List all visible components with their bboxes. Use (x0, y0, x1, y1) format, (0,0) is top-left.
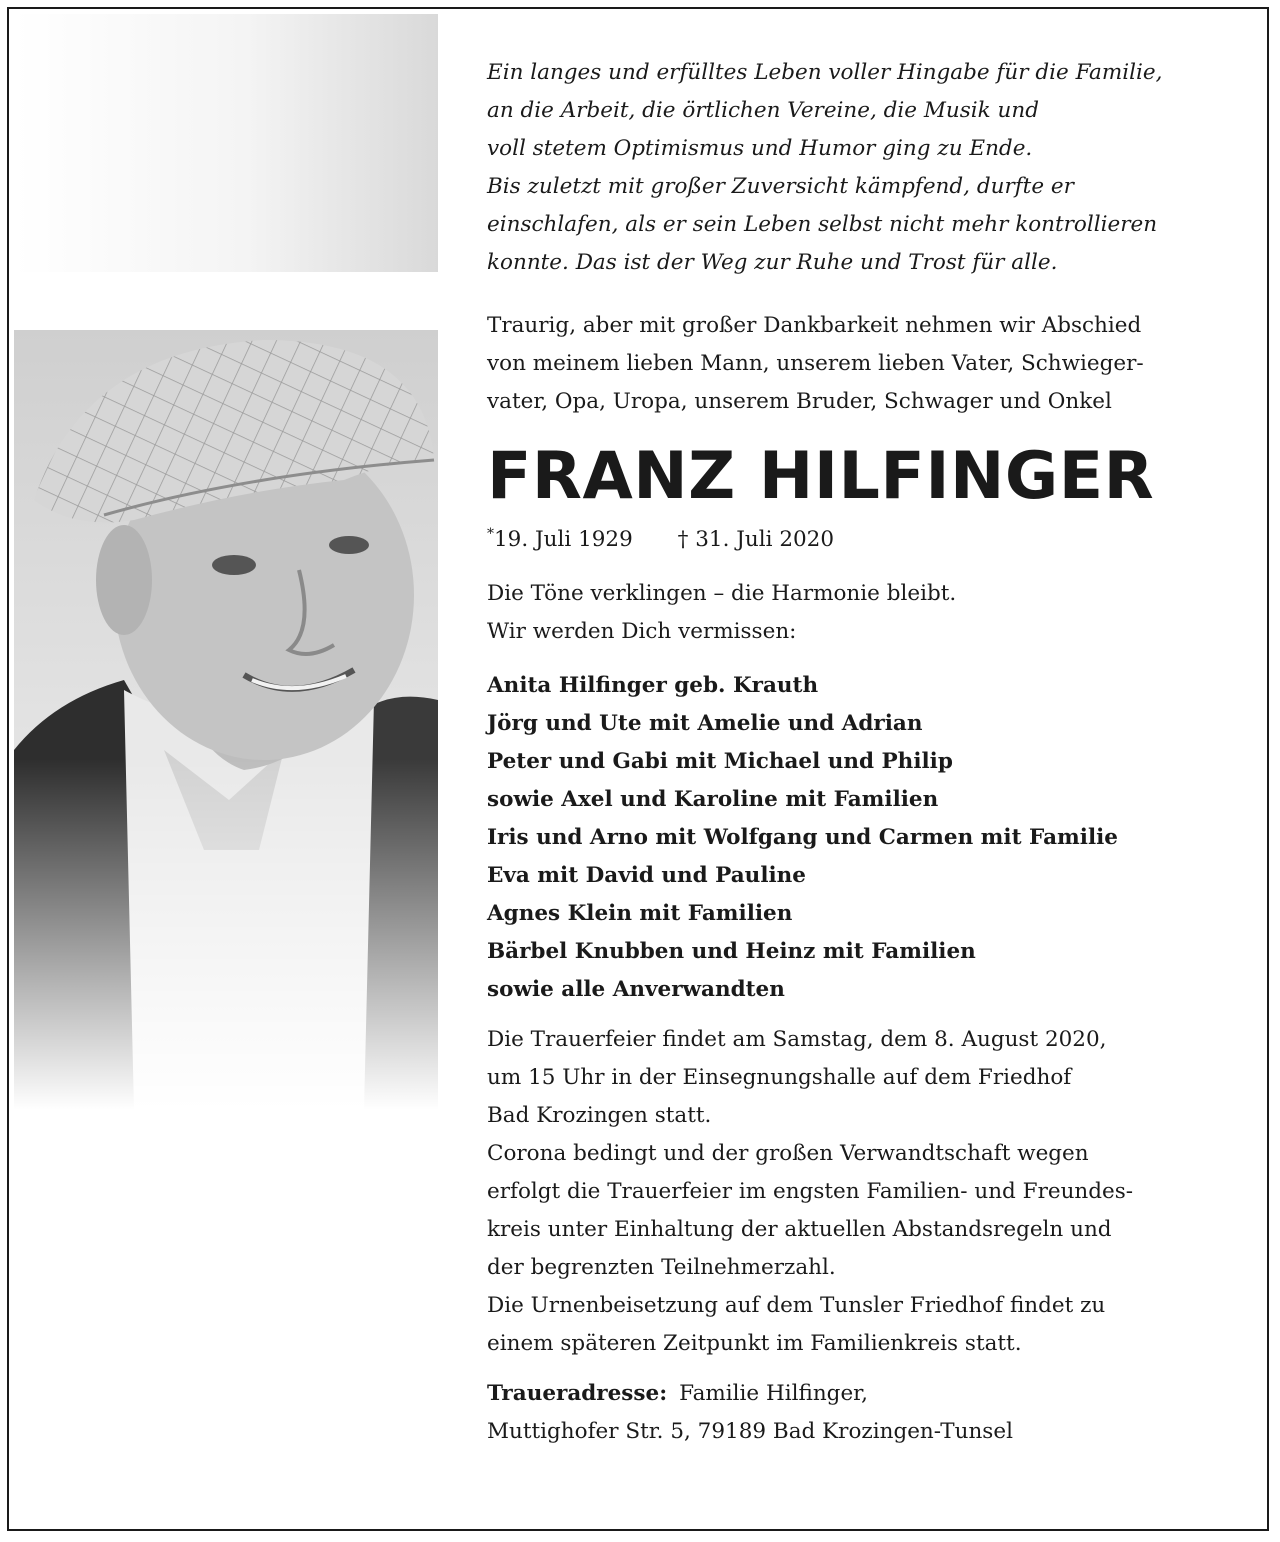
cross-decoration (14, 14, 438, 272)
mourner-entry: sowie Axel und Karoline mit Familien (487, 787, 939, 812)
mourner-entry: Anita Hilfinger geb. Krauth (487, 673, 819, 698)
mourners-list (487, 667, 1247, 1009)
service-line: Corona bedingt und der großen Verwandtschaft wegen (487, 1141, 1089, 1166)
poem-line: voll stetem Optimismus und Humor ging zu Ende. (487, 136, 1033, 161)
intro-line: von meinem lieben Mann, unserem lieben Vater, Schwieger- (487, 351, 1144, 376)
service-line: Bad Krozingen statt. (487, 1103, 712, 1128)
mourner-entry: Iris und Arno mit Wolfgang und Carmen mit Familie (487, 825, 1118, 850)
service-info (487, 1021, 1247, 1363)
notice-text (487, 54, 1247, 1451)
birth-date: 19. Juli 1929 (494, 527, 633, 552)
poem-line: einschlafen, als er sein Leben selbst nicht mehr kontrollieren (487, 212, 1158, 237)
service-line: um 15 Uhr in der Einsegnungshalle auf dem Friedhof (487, 1065, 1072, 1090)
intro-block (487, 307, 1247, 421)
mourner-entry: Agnes Klein mit Familien (487, 901, 793, 926)
quote-block (487, 575, 1247, 651)
portrait-photo (14, 330, 438, 1110)
poem-line: Ein langes und erfülltes Leben voller Hingabe für die Familie, (487, 60, 1163, 85)
birth-symbol: * (487, 526, 494, 542)
service-line: Die Trauerfeier findet am Samstag, dem 8. August 2020, (487, 1027, 1107, 1052)
mourning-address (487, 1375, 1247, 1451)
intro-line: vater, Opa, Uropa, unserem Bruder, Schwager und Onkel (487, 389, 1112, 414)
address-line-1: Familie Hilfinger, (679, 1381, 868, 1406)
address-line-2: Muttighofer Str. 5, 79189 Bad Krozingen-Tunsel (487, 1419, 1013, 1444)
address-label: Traueradresse: (487, 1381, 668, 1406)
death-date: 31. Juli 2020 (695, 527, 835, 552)
portrait-illustration (14, 330, 438, 1110)
quote-line: Die Töne verklingen – die Harmonie bleibt. (487, 581, 957, 606)
poem-block (487, 54, 1247, 282)
service-line: einem späteren Zeitpunkt im Familienkreis statt. (487, 1331, 1022, 1356)
service-line: Die Urnenbeisetzung auf dem Tunsler Friedhof findet zu (487, 1293, 1106, 1318)
service-line: der begrenzten Teilnehmerzahl. (487, 1255, 836, 1280)
mourner-entry: Eva mit David und Pauline (487, 863, 806, 888)
mourner-entry: Peter und Gabi mit Michael und Philip (487, 749, 953, 774)
death-symbol: † (677, 527, 689, 552)
service-line: erfolgt die Trauerfeier im engsten Familien- und Freundes- (487, 1179, 1134, 1204)
mourner-entry: sowie alle Anverwandten (487, 977, 785, 1002)
poem-line: Bis zuletzt mit großer Zuversicht kämpfend, durfte er (487, 174, 1074, 199)
mourner-entry: Jörg und Ute mit Amelie und Adrian (487, 711, 923, 736)
poem-line: konnte. Das ist der Weg zur Ruhe und Trost für alle. (487, 250, 1058, 275)
service-line: kreis unter Einhaltung der aktuellen Abstandsregeln und (487, 1217, 1112, 1242)
poem-line: an die Arbeit, die örtlichen Vereine, die Musik und (487, 98, 1039, 123)
intro-line: Traurig, aber mit großer Dankbarkeit nehmen wir Abschied (487, 313, 1142, 338)
deceased-name: FRANZ HILFINGER (487, 439, 1155, 514)
quote-line: Wir werden Dich vermissen: (487, 619, 797, 644)
mourner-entry: Bärbel Knubben und Heinz mit Familien (487, 939, 976, 964)
